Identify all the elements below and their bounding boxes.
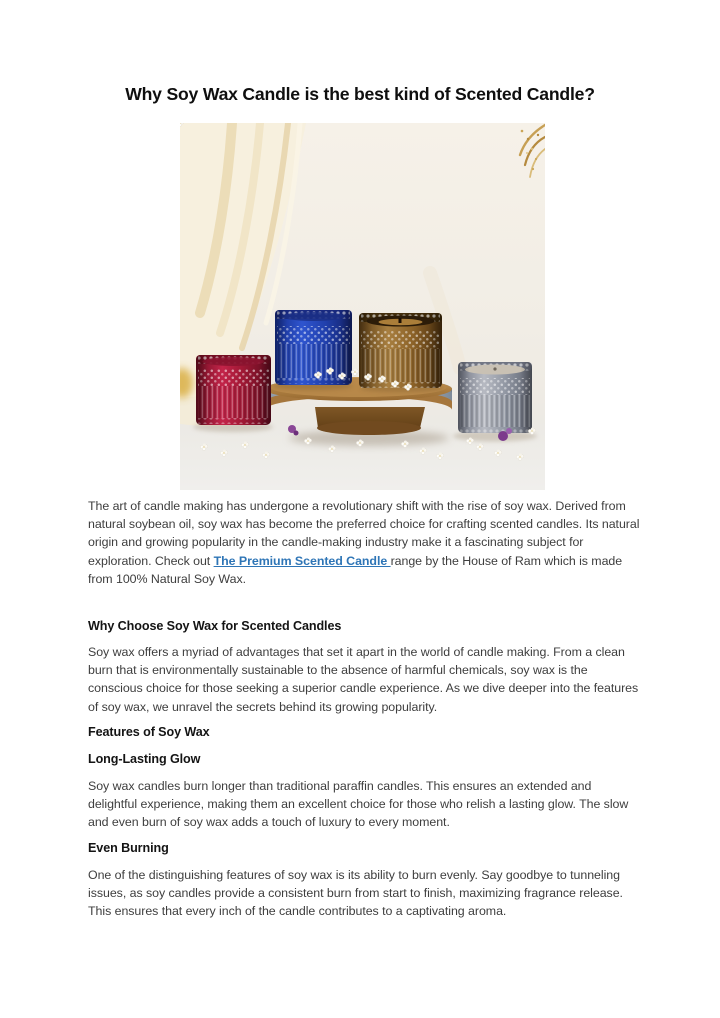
premium-scented-candle-link[interactable]: The Premium Scented Candle [213, 553, 391, 568]
heading-features-of-soy-wax: Features of Soy Wax [88, 725, 210, 739]
candles-photo-illustration [180, 123, 545, 490]
red-candle-jar [193, 355, 273, 432]
long-lasting-glow-paragraph: Soy wax candles burn longer than traditional paraffin candles. This ensures an extended and delightful experience, making them an excellent choice for those who relish a lasting glow. The slow and even burn of soy wax adds a touch of luxury to every moment. [88, 779, 629, 830]
grey-candle-jar [453, 362, 537, 442]
intro-text-after-link: range by the House of Ram which is made from 100% Natural Soy Wax. [88, 553, 623, 586]
intro-paragraph [88, 497, 640, 588]
even-burning-paragraph: One of the distinguishing features of soy wax is its ability to burn evenly. Say goodbye to tunneling issues, as soy candles provide a consistent burn from start to finish, maximizing fragrance release. This ensures that every inch of the candle contributes to a captivating aroma. [88, 868, 623, 919]
intro-text-before-link: The art of candle making has undergone a revolutionary shift with the rise of soy wax. Derived from natural soybean oil, soy wax has become the preferred choice for crafting scented candles. Its natural origin and growing popularity in the candle-making industry make it a fascinating subject for exploration. Check out [88, 499, 640, 568]
page-title: Why Soy Wax Candle is the best kind of Scented Candle? [125, 84, 595, 104]
heading-why-choose-soy-wax: Why Choose Soy Wax for Scented Candles [88, 619, 342, 633]
purple-berry [294, 431, 299, 436]
heading-long-lasting-glow: Long-Lasting Glow [88, 752, 201, 766]
why-choose-paragraph: Soy wax offers a myriad of advantages that set it apart in the world of candle making. From a clean burn that is environmentally sustainable to the absence of harmful chemicals, soy wax is the conscious choice for those seeking a superior candle experience. As we dive deeper into the features of soy wax, we unravel the secrets behind its growing popularity. [88, 645, 639, 714]
blue-candle-jar [275, 310, 352, 385]
heading-even-burning: Even Burning [88, 841, 169, 855]
purple-berry [506, 428, 512, 434]
hero-image [180, 123, 545, 490]
